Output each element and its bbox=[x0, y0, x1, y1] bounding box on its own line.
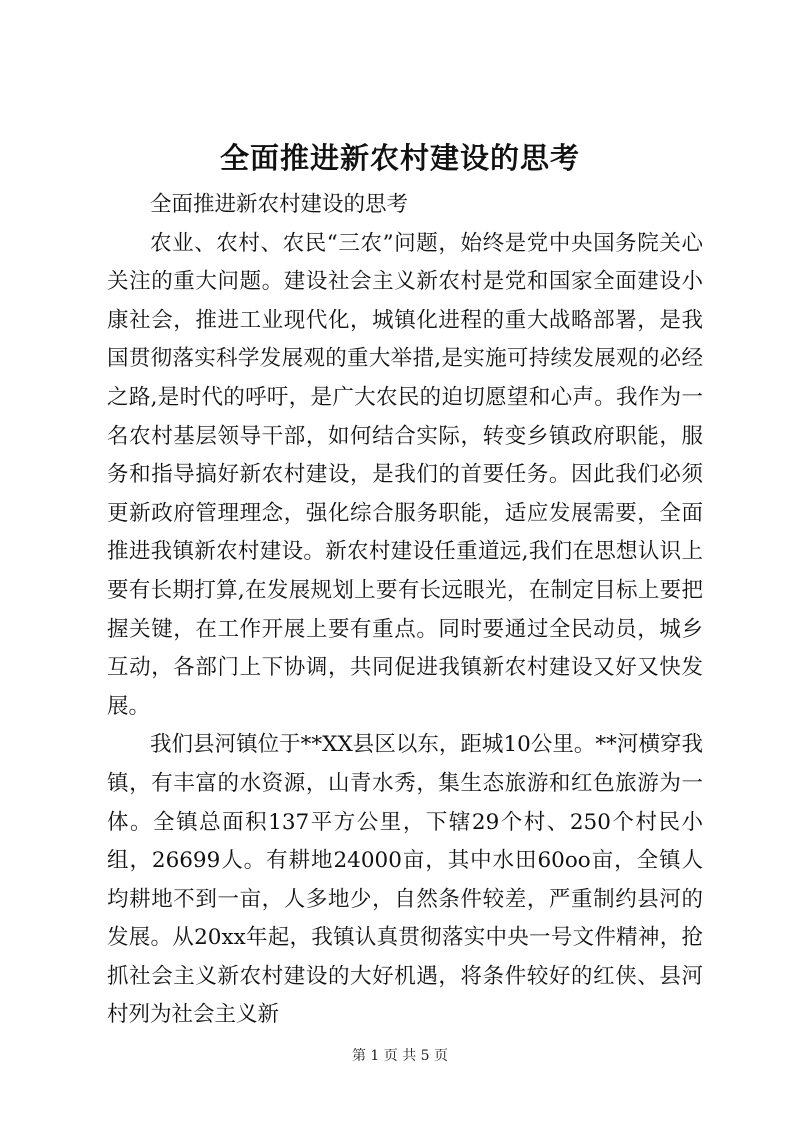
subtitle-paragraph: 全面推进新农村建设的思考 bbox=[150, 192, 409, 217]
body-paragraph: 我们县河镇位于**XX县区以东，距城10公里。**河横穿我镇，有丰富的水资源，山青水秀，集生态旅游和红色旅游为一体。全镇总面积137平方公里，下辖29个村、250个村民小组，26699人。有耕地24000亩，其中水田60oo亩，全镇人均耕地不到一亩，人多地少，自然条件较差，严重制约县河的发展。从20xx年起，我镇认真贯彻落实中央一号文件精神，抢抓社会主义新农村建设的大好机遇，将条件较好的红侠、县河村列为社会主义新 bbox=[107, 732, 703, 1028]
body-paragraph: 农业、农村、农民“三农”问题，始终是党中央国务院关心关注的重大问题。建设社会主义新农村是党和国家全面建设小康社会，推进工业现代化，城镇化进程的重大战略部署，是我国贯彻落实科学发展观的重大举措,是实施可持续发展观的必经之路,是时代的呼吁，是广大农民的迫切愿望和心声。我作为一名农村基层领导干部，如何结合实际，转变乡镇政府职能，服务和指导搞好新农村建设，是我们的首要任务。因此我们必须更新政府管理理念，强化综合服务职能，适应发展需要，全面推进我镇新农村建设。新农村建设任重道远,我们在思想认识上要有长期打算,在发展规划上要有长远眼光，在制定目标上要把握关键，在工作开展上要有重点。同时要通过全民动员，城乡互动，各部门上下协调，共同促进我镇新农村建设又好又快发展。 bbox=[107, 230, 703, 719]
document-title: 全面推进新农村建设的思考 bbox=[219, 141, 580, 175]
page-number-footer: 第 1 页 共 5 页 bbox=[351, 1048, 449, 1064]
document-body bbox=[107, 186, 703, 1035]
